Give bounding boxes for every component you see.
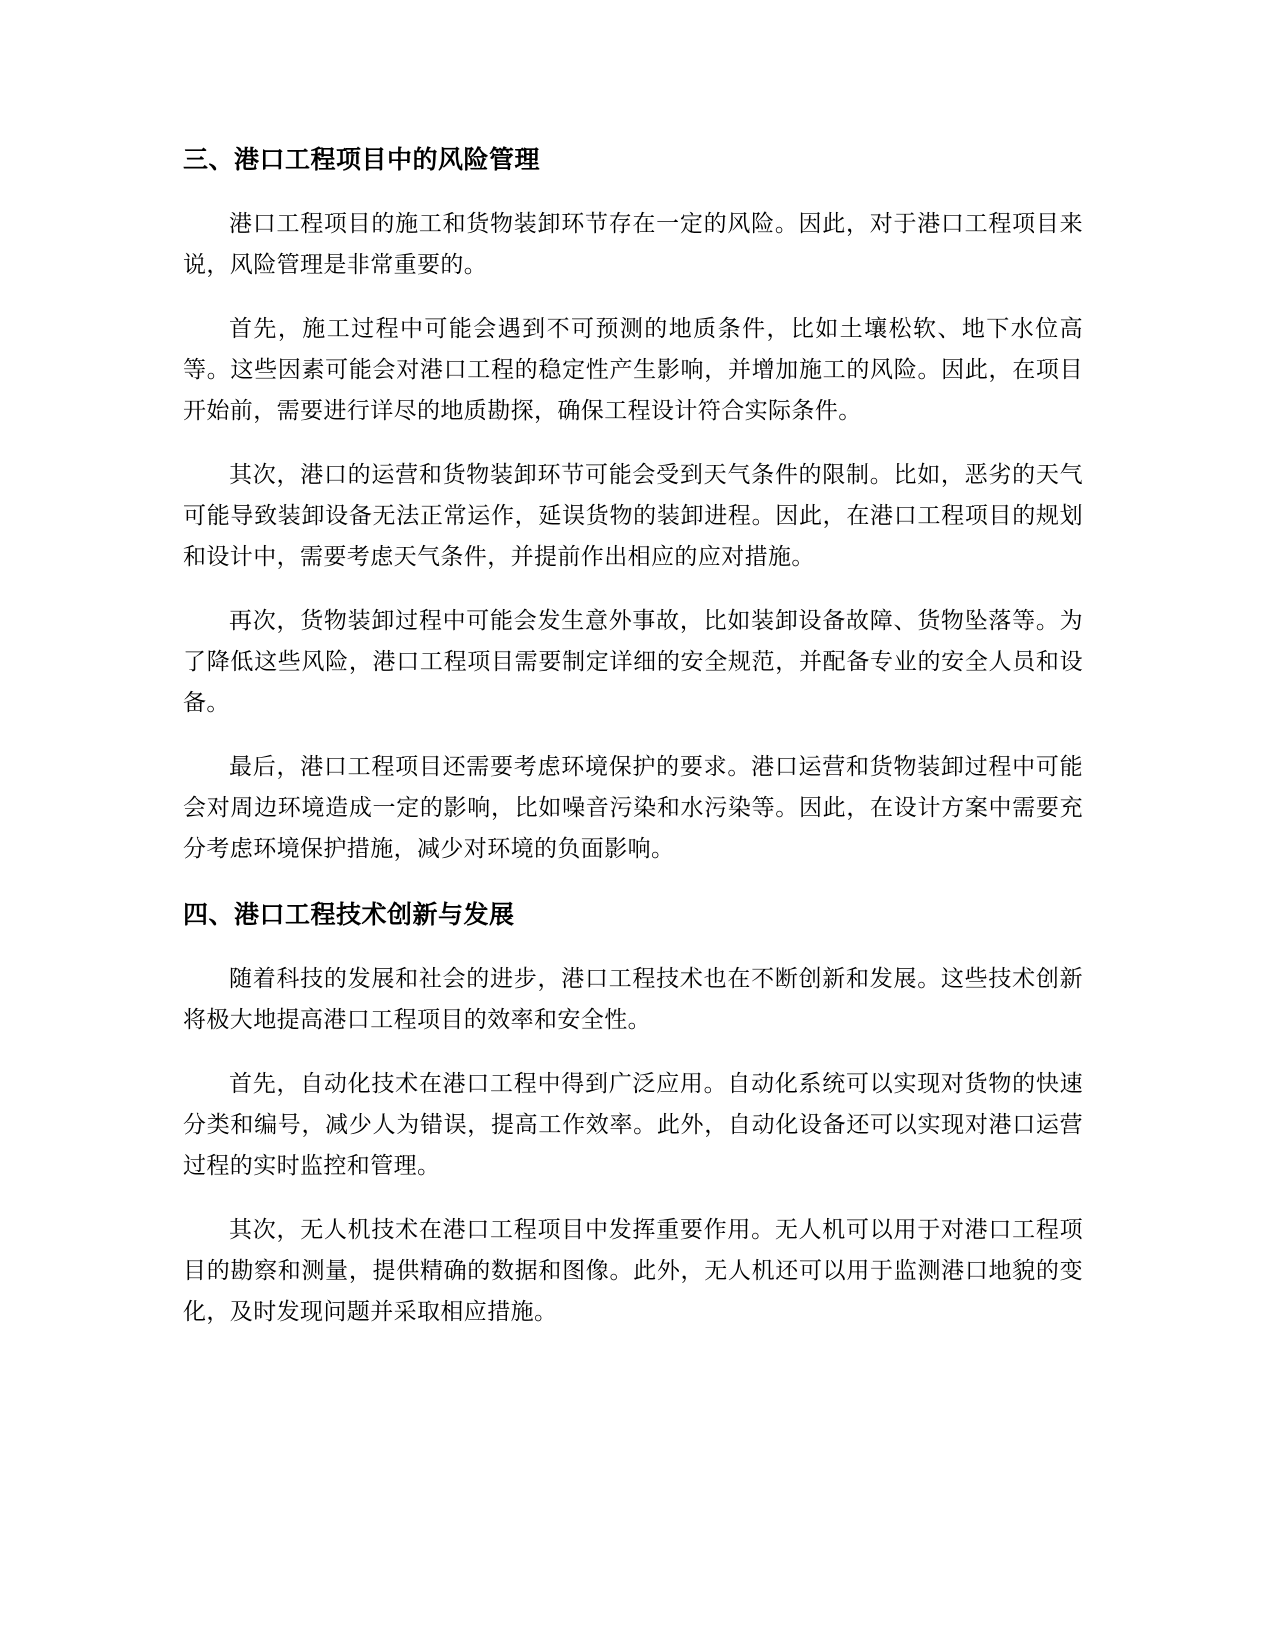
section-heading: 四、港口工程技术创新与发展 [183,900,515,929]
paragraph: 港口工程项目的施工和货物装卸环节存在一定的风险。因此，对于港口工程项目来说，风险管理是非常重要的。 [183,211,1083,278]
paragraph: 再次，货物装卸过程中可能会发生意外事故，比如装卸设备故障、货物坠落等。为了降低这些风险，港口工程项目需要制定详细的安全规范，并配备专业的安全人员和设备。 [183,608,1083,716]
section-risk-management [183,138,1083,870]
paragraph: 首先，施工过程中可能会遇到不可预测的地质条件，比如土壤松软、地下水位高等。这些因素可能会对港口工程的稳定性产生影响，并增加施工的风险。因此，在项目开始前，需要进行详尽的地质勘探，确保工程设计符合实际条件。 [183,316,1083,424]
section-heading: 三、港口工程项目中的风险管理 [183,145,541,174]
paragraph: 首先，自动化技术在港口工程中得到广泛应用。自动化系统可以实现对货物的快速分类和编号，减少人为错误，提高工作效率。此外，自动化设备还可以实现对港口运营过程的实时监控和管理。 [183,1071,1083,1179]
document-page [183,138,1083,1356]
paragraph: 最后，港口工程项目还需要考虑环境保护的要求。港口运营和货物装卸过程中可能会对周边环境造成一定的影响，比如噪音污染和水污染等。因此，在设计方案中需要充分考虑环境保护措施，减少对环境的负面影响。 [183,754,1083,862]
section-tech-innovation [183,893,1083,1333]
paragraph: 其次，无人机技术在港口工程项目中发挥重要作用。无人机可以用于对港口工程项目的勘察和测量，提供精确的数据和图像。此外，无人机还可以用于监测港口地貌的变化，及时发现问题并采取相应措施。 [183,1217,1083,1325]
paragraph: 其次，港口的运营和货物装卸环节可能会受到天气条件的限制。比如，恶劣的天气可能导致装卸设备无法正常运作，延误货物的装卸进程。因此，在港口工程项目的规划和设计中，需要考虑天气条件，并提前作出相应的应对措施。 [183,462,1083,570]
paragraph: 随着科技的发展和社会的进步，港口工程技术也在不断创新和发展。这些技术创新将极大地提高港口工程项目的效率和安全性。 [183,966,1083,1033]
